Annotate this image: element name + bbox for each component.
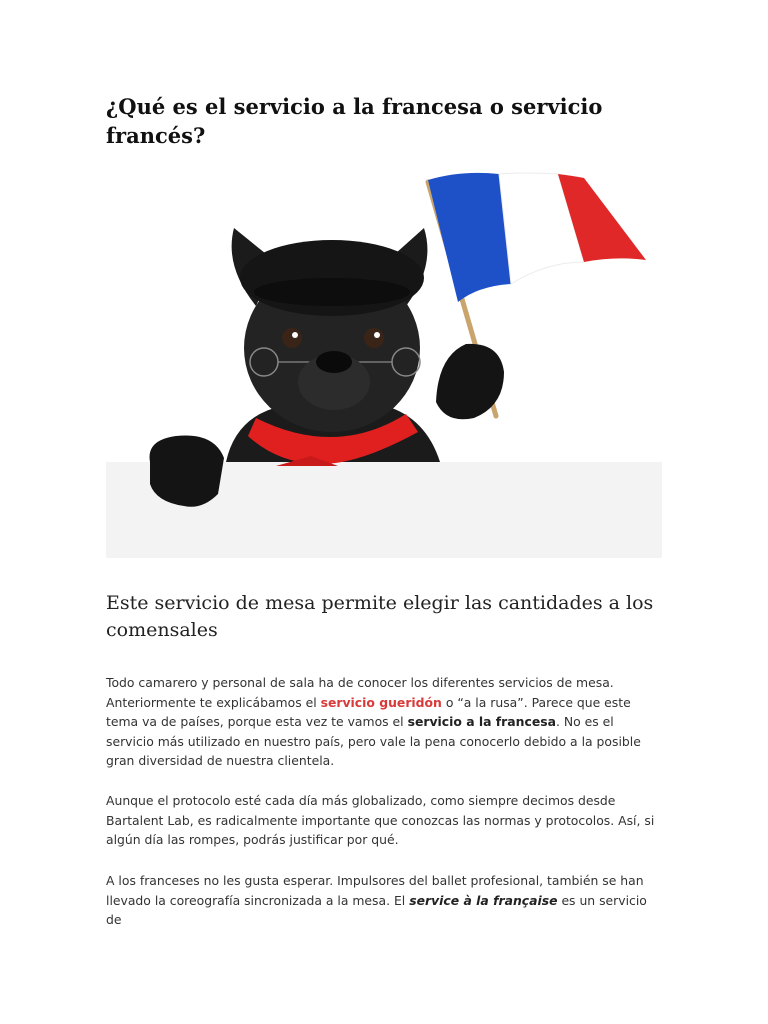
service-a-la-francaise-emphasis: service à la française [409,892,558,908]
hero-image [106,166,662,558]
paragraph-text: . No es el servicio más utilizado en nuestro país, pero vale la pena conocerlo debido a la posible gran diversidad de nuestra clientela. [106,714,641,768]
servicio-francesa-emphasis: servicio a la francesa [407,714,556,729]
paragraph-1 [106,673,662,771]
section-subtitle: Este servicio de mesa permite elegir las cantidades a los comensales [106,592,654,641]
paragraph-text: A los franceses no les gusta esperar. Impulsores del ballet profesional, también se han llevado la coreografía sincronizada a la mesa. El [106,873,644,908]
paragraph-text: o “a la rusa”. Parece que este tema va de países, porque esta vez te vamos el [106,694,631,729]
servicio-gueridon-link[interactable]: servicio gueridón [320,694,442,710]
page-title: ¿Qué es el servicio a la francesa o servicio francés? [106,94,603,148]
paragraph-text: Todo camarero y personal de sala ha de conocer los diferentes servicios de mesa. Anteriormente te explicábamos el [106,675,614,710]
paragraph-3 [106,871,662,930]
french-bulldog-with-beret-and-flag-icon [106,166,662,558]
paragraph-2: Aunque el protocolo esté cada día más globalizado, como siempre decimos desde Bartalent Lab, es radicalmente importante que conozcas las normas y protocolos. Así, si algún día las rompes, podrás justificar por qué. [106,793,655,847]
french-flag-icon [428,173,646,302]
paragraph-text: es un servicio de [106,892,647,927]
